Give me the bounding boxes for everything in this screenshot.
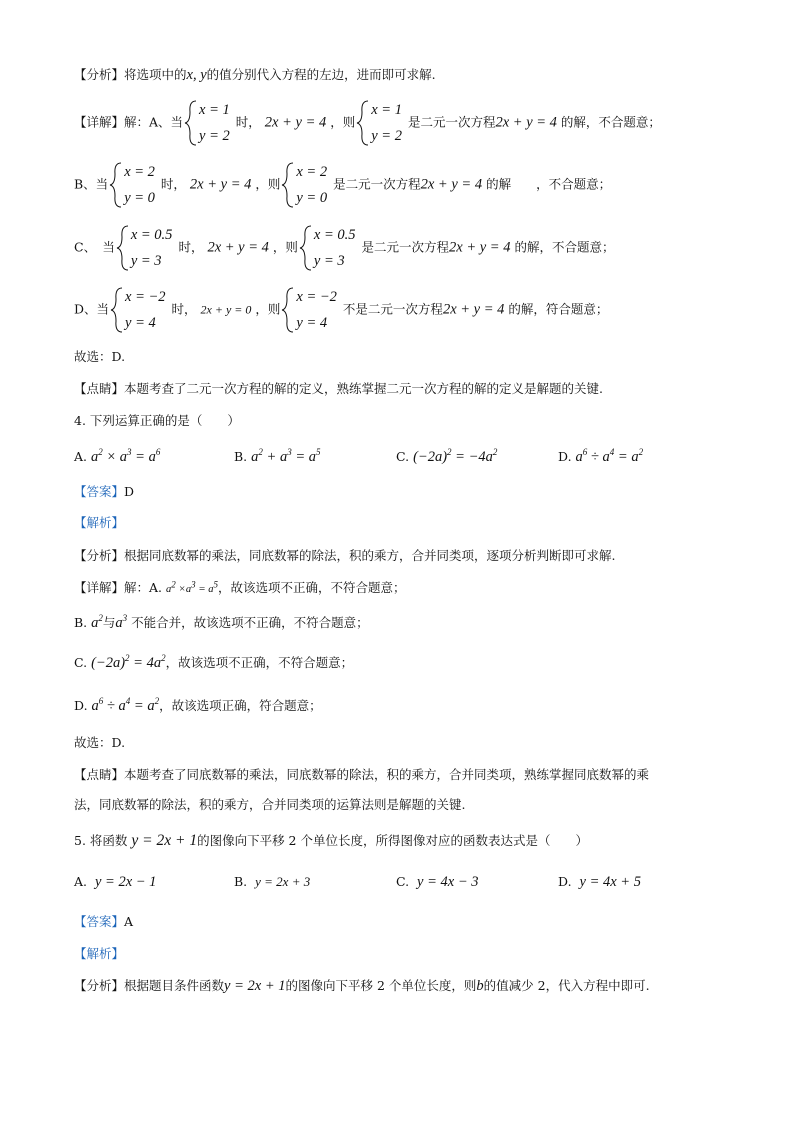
- text: 的解，不合题意；: [560, 114, 661, 130]
- option-c-math: $(-2a)^2 = -4a^2$: [413, 447, 498, 465]
- text: 时，: [171, 301, 197, 317]
- detail-line-d: [74, 287, 608, 333]
- equation-system: x = 2 y = 0: [124, 164, 155, 206]
- option-a: A. $a^2 \times a^3 = a^6$: [74, 447, 161, 465]
- comment-tag: 【点睛】: [74, 767, 125, 782]
- comment-tag: 【点睛】: [74, 381, 125, 396]
- detail-4-b: [74, 614, 369, 632]
- q5-option-c: C. y = 4x − 3: [396, 874, 479, 890]
- option-a-math: $a^2 \times a^3 = a^6$: [91, 447, 161, 465]
- equation: 2x + y = 4: [420, 176, 483, 193]
- equation: 2x + y = 4: [207, 239, 269, 256]
- answer-5: [74, 913, 133, 931]
- text: 的值减少 2，代入方程中即可.: [483, 978, 650, 993]
- answer-tag: 【答案】: [74, 914, 125, 929]
- text: 不能合并，故该选项不正确，不符合题意；: [131, 615, 369, 630]
- text: ，则: [272, 239, 298, 255]
- q5-option-b: B. y = 2x + 3: [234, 874, 311, 889]
- analysis-4: [74, 547, 616, 565]
- q5-option-d: D. y = 4x + 5: [558, 874, 641, 890]
- math: $a^3$: [115, 613, 128, 631]
- text: ，故该选项正确，符合题意；: [159, 698, 322, 713]
- detail-tag: 【详解】: [74, 114, 125, 130]
- analysis-tag: 【分析】: [74, 548, 125, 563]
- equation: 2x + y = 0: [200, 302, 252, 317]
- text: B.: [74, 615, 88, 630]
- choose-line: 故选：D.: [74, 349, 126, 364]
- text: 的解，符合题意；: [508, 301, 609, 317]
- brace-icon: [299, 225, 313, 271]
- analysis-tag: 【分析】: [74, 67, 125, 82]
- equation: y = 2x + 1: [224, 978, 286, 994]
- choose-line-4: 故选：D.: [74, 735, 126, 750]
- text: 时，: [235, 114, 261, 130]
- math: $a^6 \div a^4 = a^2$: [91, 696, 160, 714]
- comment-4-line2: 法，同底数幂的除法，积的乘方，合并同类项的运算法则是解题的关键.: [74, 797, 466, 812]
- option-b-math: $a^2 + a^3 = a^5$: [251, 447, 321, 465]
- detail-line-b: [74, 162, 611, 208]
- detail-4-d: [74, 697, 322, 715]
- answer-4: [74, 483, 134, 501]
- equation-system: x = −2 y = 4: [125, 289, 166, 331]
- text: 的图像向下平移 2 个单位长度，所得图像对应的函数表达式是（ ）: [197, 833, 588, 848]
- text: 将选项中的: [124, 67, 187, 82]
- answer-value: A: [124, 914, 134, 929]
- text: 的解 ，不合题意；: [486, 176, 612, 192]
- brace-icon: [116, 225, 130, 271]
- text: ，则: [255, 176, 281, 192]
- comment-line: [74, 380, 603, 398]
- text: 是二元一次方程: [333, 176, 421, 192]
- text: 根据题目条件函数: [124, 978, 225, 993]
- equation-system: x = 0.5 y = 3: [130, 227, 173, 269]
- text: D、当: [74, 301, 110, 317]
- text: ，故该选项不正确，不符合题意；: [218, 580, 406, 595]
- text: 本题考查了同底数幂的乘法，同底数幂的除法，积的乘方，合并同类项，熟练掌握同底数幂的乘: [124, 767, 650, 782]
- comment-4-line1: [74, 766, 649, 784]
- detail-tag: 【详解】: [74, 580, 125, 595]
- text: 不是二元一次方程: [342, 301, 443, 317]
- equation: 2x + y = 4: [495, 114, 557, 131]
- text: 是二元一次方程: [407, 114, 496, 130]
- text: 5. 将函数: [74, 833, 128, 848]
- text: C.: [74, 655, 88, 670]
- brace-icon: [356, 100, 370, 146]
- brace-icon: [110, 287, 124, 333]
- brace-icon: [281, 162, 295, 208]
- option-c: C. $(-2a)^2 = -4a^2$: [396, 447, 498, 465]
- text: 的解，不合题意；: [514, 239, 615, 255]
- math-xy: x, y: [186, 67, 207, 83]
- analysis-line: [74, 66, 436, 84]
- option-b: B. $a^2 + a^3 = a^5$: [234, 447, 321, 465]
- detail-4-a: [74, 579, 406, 599]
- equation-system: x = −2 y = 4: [296, 289, 337, 331]
- answer-tag: 【答案】: [74, 484, 125, 499]
- detail-line-c: [74, 225, 614, 271]
- text: 根据同底数幂的乘法，同底数幂的除法，积的乘方，合并同类项，逐项分析判断即可求解.: [124, 548, 616, 563]
- math: $(-2a)^2 = 4a^2$: [91, 653, 166, 671]
- text: 的图像向下平移 2 个单位长度，则: [285, 978, 477, 993]
- text: C、 当: [74, 239, 115, 255]
- math: $a^2 \times a^3 = a^5$: [166, 579, 219, 595]
- equation-system: x = 1 y = 2: [199, 102, 230, 144]
- analysis-tag: 【分析】: [74, 978, 125, 993]
- text: 时，: [160, 176, 186, 192]
- text: 本题考查了二元一次方程的解的定义，熟练掌握二元一次方程的解的定义是解题的关键.: [124, 381, 603, 396]
- detail-4-c: [74, 654, 353, 672]
- text: 的值分别代入方程的左边，进而即可求解.: [206, 67, 436, 82]
- question-5-stem: [74, 832, 588, 850]
- analysis-5: [74, 977, 650, 995]
- brace-icon: [281, 287, 295, 333]
- text: ，故该选项不正确，不符合题意；: [165, 655, 354, 670]
- option-d: D. $a^6 \div a^4 = a^2$: [558, 447, 644, 465]
- text: 时，: [178, 239, 204, 255]
- equation: 2x + y = 4: [264, 114, 327, 131]
- equation-system: x = 0.5 y = 3: [313, 227, 356, 269]
- math: $a^2$: [91, 613, 103, 631]
- text: ，则: [255, 301, 281, 317]
- text: D.: [74, 698, 88, 713]
- option-d-math: $a^6 \div a^4 = a^2$: [575, 447, 644, 465]
- text: 是二元一次方程: [361, 239, 450, 255]
- text: 解：A、当: [124, 114, 184, 130]
- equation: 2x + y = 4: [442, 301, 505, 318]
- parse-tag-4: 【解析】: [74, 515, 125, 530]
- equation-system: x = 1 y = 2: [371, 102, 402, 144]
- text: B、当: [74, 176, 109, 192]
- text: 解：A.: [124, 580, 163, 595]
- parse-tag-5: 【解析】: [74, 946, 125, 961]
- variable-b: b: [476, 978, 484, 994]
- brace-icon: [109, 162, 123, 208]
- question-4-stem: 4. 下列运算正确的是（ ）: [74, 413, 240, 428]
- equation-system: x = 2 y = 0: [296, 164, 328, 206]
- equation: y = 2x + 1: [131, 832, 198, 849]
- text: ，则: [330, 114, 356, 130]
- detail-line-a: [74, 100, 661, 146]
- equation: 2x + y = 4: [189, 176, 252, 193]
- q5-option-a: A. y = 2x − 1: [74, 874, 157, 890]
- text: 与: [102, 615, 116, 630]
- brace-icon: [184, 100, 198, 146]
- equation: 2x + y = 4: [449, 239, 511, 256]
- answer-value: D: [124, 484, 135, 499]
